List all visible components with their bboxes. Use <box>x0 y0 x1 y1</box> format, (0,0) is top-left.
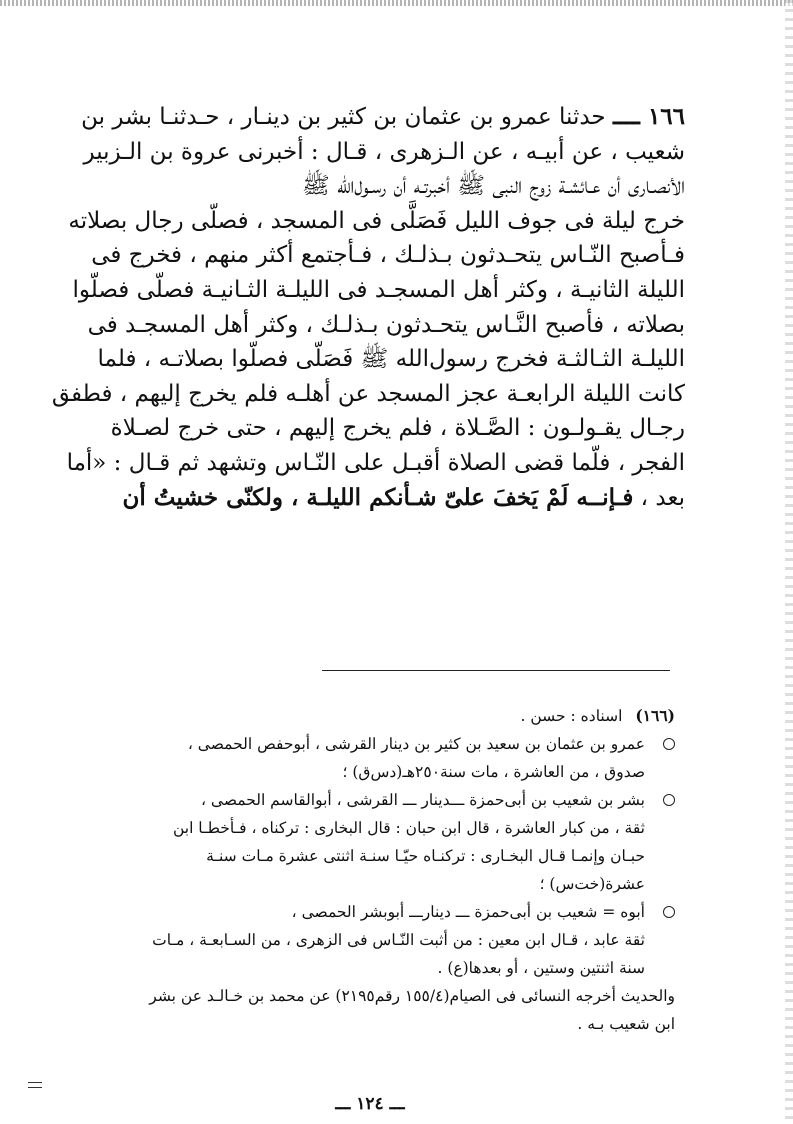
hadith-line-8: الليلـة الثـالثـة فخرج رسول‌الله ﷺ فَصَلّى فصلّوا بصلاتـه ، فلما <box>97 346 685 373</box>
hadith-line-4: خرج ليلة فى جوف الليل فَصَلَّى فى المسجد ، فصلّى رجال بصلاته <box>68 207 685 234</box>
hadith-line-10: رجـال يقـولـون : الصَّـلاة ، فلم يخرج إليهم ، حتى خرج لصـلاة <box>110 415 685 442</box>
scan-top-edge <box>0 0 793 6</box>
narrator-line: بشر بن شعيب بن أبى‌حمزة ـــدينار ـــ القرشى ، أبوالقاسم الحمصى ، <box>200 791 645 809</box>
hadith-line-1 <box>45 100 685 135</box>
page-number: ـــ ١٢٤ ـــ <box>335 1094 405 1114</box>
footnotes <box>60 702 675 1038</box>
narrator-line: ثقة عابد ، قـال ابن معين : من أثبت النّـاس فى الزهرى ، من السـابعـة ، مـات <box>152 931 645 949</box>
narrator-entry <box>60 898 675 982</box>
takhrij-line: ابن شعيب بـه . <box>577 1015 675 1033</box>
narrator-line: صدوق ، من العاشرة ، مات سنة٢٥٠هـ(دس‌ق) ؛ <box>342 763 645 781</box>
footnote-number: (١٦٦) <box>635 706 675 725</box>
hadith-prophet-quote: فـإنــه لَمْ يَخفَ علىّ شـأنكم الليلـة ، ولكنّى خشيتُ أن <box>122 483 634 511</box>
circle-bullet-icon <box>663 906 675 918</box>
hadith-line-3: الأنصـارى أن عـائشـة زوج النبى ﷺ أخبرتـه أن رسـول‌الله ﷺ <box>301 173 685 200</box>
narrator-line: أبوه = شعيب بن أبى‌حمزة ـــ دينارـــ أبوبشر الحمصى ، <box>291 903 645 921</box>
circle-bullet-icon <box>663 738 675 750</box>
hadith-last-plain: بعد ، <box>633 484 685 511</box>
scan-right-edge <box>785 0 793 1124</box>
narrator-line: عشرة(خت‌س) ؛ <box>539 875 645 893</box>
hadith-number: ١٦٦ ــــ <box>612 103 685 130</box>
hadith-text <box>45 100 685 515</box>
narrator-line: ثقة ، من كبار العاشرة ، قال ابن حبان : قال البخارى : تركناه ، فـأخطـا ابن <box>172 819 645 837</box>
hadith-line-7: بصلاته ، فأصبح النَّـاس يتحـدثون بـذلـك ، وكثر أهل المسجـد فى <box>87 311 685 338</box>
circle-bullet-icon <box>663 794 675 806</box>
footnote-heading <box>60 702 675 730</box>
hadith-line-11: الفجر ، فلّما قضى الصلاة أقبـل على النّـاس وتشهد ثم قـال : «أما <box>66 449 685 476</box>
narrator-line: سنة اثنتين وستين ، أو بعدها(ع) . <box>437 959 645 977</box>
hadith-line-12 <box>45 481 685 516</box>
narrator-entry <box>60 730 675 786</box>
hadith-line-9: كانت الليلة الرابعـة عجز المسجد عن أهلـه فلم يخرج إليهم ، فطفق <box>51 380 685 407</box>
narrator-entry <box>60 786 675 898</box>
footnote-grading: اسناده : حسن . <box>520 707 623 725</box>
footnote-separator <box>322 670 670 671</box>
takhrij-line: والحديث أخرجه النسائى فى الصيام(١٥٥/٤ رقم٢١٩٥) عن محمد بن خـالـد عن بشر <box>149 987 675 1005</box>
margin-mark <box>28 1082 42 1088</box>
narrator-line: حبـان وإنمـا قـال البخـارى : تركنـاه حيّـا سنـة اثنتى عشرة مـات سنـة <box>206 847 645 865</box>
hadith-line-5: فـأصبح النّـاس يتحـدثون بـذلـك ، فـأجتمع أكثر منهم ، فخرج فى <box>91 242 685 269</box>
narrator-line: عمرو بن عثمان بن سعيد بن كثير بن دينار القرشى ، أبوحفص الحمصى ، <box>187 735 645 753</box>
hadith-line-6: الليلة الثانيـة ، وكثر أهل المسجـد فى الليلـة الثـانيـة فصلّى فصلّوا <box>72 276 685 303</box>
hadith-line-2: شعيب ، عن أبيـه ، عن الـزهرى ، قـال : أخبرنى عروة بن الـزبير <box>83 138 685 165</box>
hadith-line-text: حدثنا عمرو بن عثمان بن كثير بن دينـار ، حـدثنـا بشر بن <box>81 104 606 130</box>
